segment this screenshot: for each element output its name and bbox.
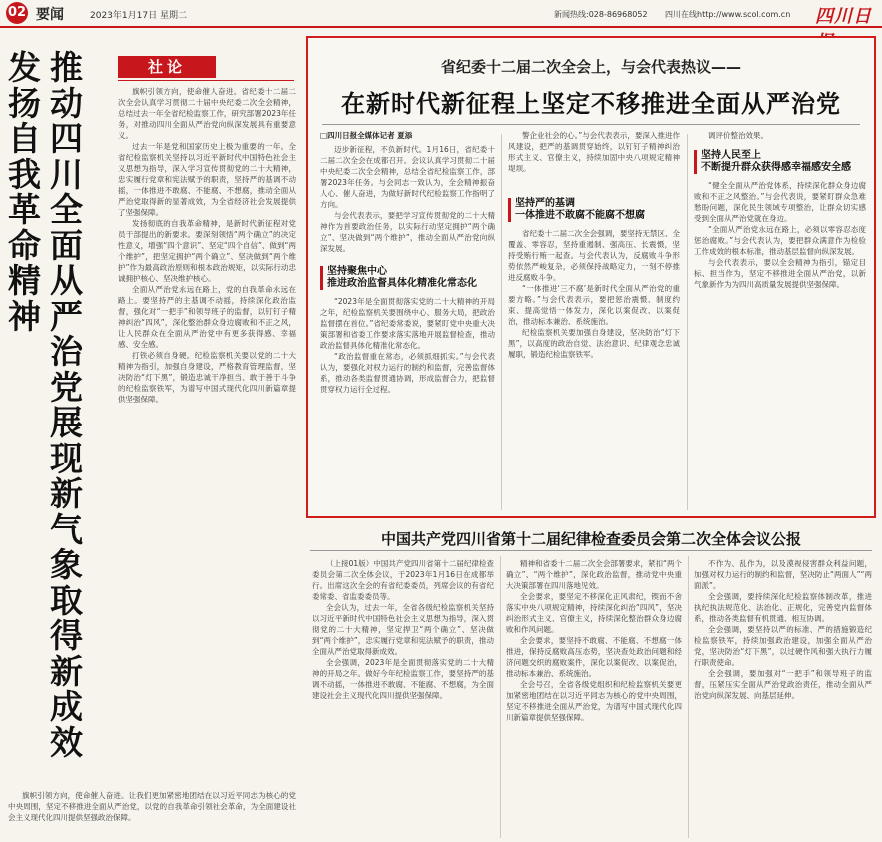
column-divider [688, 556, 689, 838]
featured-paragraph: 省纪委十二届二次全会强调，要坚持无禁区、全覆盖、零容忍，坚持重遏制、强高压、长震慑，坚持受贿行贿一起查。与会代表认为，反腐败斗争形势依然严峻复杂，必须保持战略定力，一刻不停推进反腐败斗争。 [508, 229, 680, 282]
column-divider [687, 134, 688, 510]
website-link[interactable]: 四川在线http://www.scol.com.cn [665, 10, 791, 19]
featured-paragraph: “政治监督重在常态，必须抓细抓实。”与会代表认为，要强化对权力运行的制约和监督，完善监督体系，推动各类监督贯通协调，形成监督合力，把监督贯穿权力运行全过程。 [320, 352, 495, 394]
column-divider [500, 556, 501, 838]
editorial-paragraph: 发扬彻底的自我革命精神，是新时代新征程对党员干部提出的新要求。要深刻领悟“两个确立”的决定性意义，增强“四个意识”、坚定“四个自信”、做到“两个维护”，把坚定拥护“两个确立”、坚决做到“两个维护”作为最高政治原则和根本政治规矩，以实际行动忠诚拥护核心、坚决维护核心。 [118, 219, 296, 283]
editorial-closing [8, 790, 296, 838]
communique-paragraph: 全会号召，全省各级党组织和纪检监察机关要更加紧密地团结在以习近平同志为核心的党中央周围，坚定不移推进全面从严治党，为谱写中国式现代化四川新篇章提供坚强保障。 [506, 680, 682, 722]
communique-col2 [506, 558, 682, 838]
featured-col2-intro [508, 130, 680, 192]
featured-col2-body [508, 228, 680, 508]
featured-paragraph: “健全全面从严治党体系，持续深化群众身边腐败和不正之风整治。”与会代表说，要紧盯群众急难愁盼问题，深化民生领域专项整治，让群众切实感受到全面从严治党就在身边。 [694, 181, 866, 223]
featured-col3-body [694, 180, 866, 508]
newspaper-logo: 四川日 [815, 6, 872, 27]
communique-paragraph: 全会要求，要坚持不敢腐、不能腐、不想腐一体推进，保持反腐败高压态势，坚决查处政治问题和经济问题交织的腐败案件，深化以案促改、以案促治，推动标本兼治、系统施治。 [506, 636, 682, 678]
featured-paragraph: 纪检监察机关要加强自身建设，坚决防治“灯下黑”，以高度的政治自觉、法治意识、纪律观念忠诚履职，锻造纪检监察铁军。 [508, 328, 680, 359]
communique-col3 [694, 558, 872, 838]
featured-col1-intro [320, 144, 495, 262]
page-header [0, 0, 882, 28]
editorial-headline-main: 推动四川全面从严治党展现新气象取得新成效 [50, 48, 83, 762]
editorial-paragraph: 全面从严治党永远在路上，党的自我革命永远在路上。要坚持严的主基调不动摇，持续深化政治监督，强化对“一把手”和领导班子的监督，以钉钉子精神纠治“四风”，深化整治群众身边腐败和不正之风，让人民群众在全面从严治党中有更多获得感、幸福感、安全感。 [118, 285, 296, 349]
editorial-headline-sub: 发扬自我革命精神 [8, 48, 41, 336]
featured-paragraph: 与会代表表示，要把学习宣传贯彻党的二十大精神作为首要政治任务，以实际行动坚定拥护“两个确立”、坚决做到“两个维护”，推动全面从严治党向纵深发展。 [320, 211, 495, 253]
editorial-paragraph: 打铁必须自身硬。纪检监察机关要以党的二十大精神为指引，加强自身建设，严格教育管理监督，坚决防治“灯下黑”，锻造忠诚干净担当、敢于善于斗争的纪检监察铁军，为谱写中国式现代化四川新篇章提供坚强保障。 [118, 351, 296, 404]
communique-paragraph: 全会强调，2023年是全面贯彻落实党的二十大精神的开局之年。做好今年纪检监察工作，要坚持严的基调不动摇，一体推进不敢腐、不能腐、不想腐，为全面建设社会主义现代化四川提供坚强保障。 [312, 658, 494, 700]
featured-subhead-2: 坚持严的基调 一体推进不敢腐不能腐不想腐 [508, 198, 683, 222]
featured-subhead-1: 坚持聚焦中心 推进政治监督具体化精准化常态化 [320, 266, 497, 290]
communique-paragraph: 精神和省委十二届二次全会部署要求，紧扣“两个确立”、“两个维护”，深化政治监督，推动党中央重大决策部署在四川落地见效。 [506, 559, 682, 590]
communique-paragraph: 全会强调，要持续深化纪检监察体制改革，推进执纪执法规范化、法治化、正规化，完善党内监督体系，推动各类监督有机贯通、相互协调。 [694, 592, 872, 623]
communique-paragraph: 不作为、乱作为，以及漠视侵害群众利益问题，加强对权力运行的制约和监督，坚决防止“两面人”“两面派”。 [694, 559, 872, 590]
featured-col3-intro [694, 130, 866, 146]
communique-paragraph: 全会强调，要加强对“一把手”和领导班子的监督，压紧压实全面从严治党政治责任，推动全面从严治党向纵深发展、向基层延伸。 [694, 669, 872, 700]
featured-paragraph: “全面从严治党永远在路上，必须以零容忍态度惩治腐败。”与会代表认为，要把群众满意作为检验工作成效的根本标准，推动基层监督向纵深发展。 [694, 225, 866, 256]
featured-paragraph: “2023年是全面贯彻落实党的二十大精神的开局之年，纪检监察机关要围绕中心、服务大局，把政治监督摆在首位。”省纪委常委说，要紧盯党中央重大决策部署和省委工作要求落实落地开展监督检查，推动政治监督具体化精准化常态化。 [320, 297, 495, 350]
featured-article [306, 36, 876, 518]
featured-kicker: 省纪委十二届二次全会上，与会代表热议—— [440, 58, 741, 76]
communique-paragraph: 全会强调，要坚持以严的标准、严的措施锻造纪检监察铁军，持续加强政治建设，加强全面从严治党，坚决防治“灯下黑”，以过硬作风和强大执行力履行职责使命。 [694, 625, 872, 667]
featured-title-rule [322, 124, 860, 125]
communique-title-rule [310, 550, 872, 551]
featured-subhead-3: 坚持人民至上 不断提升群众获得感幸福感安全感 [694, 150, 871, 174]
news-hotline: 新闻热线:028-86968052 [554, 10, 648, 19]
issue-date: 2023年1月17日 星期二 [90, 11, 187, 21]
featured-paragraph: 与会代表表示，要以全会精神为指引，锚定目标、担当作为，坚定不移推进全面从严治党，以新气象新作为为四川高质量发展提供坚强保障。 [694, 258, 866, 289]
column-divider [501, 134, 502, 510]
featured-paragraph: 警企业社会的心。”与会代表表示，要深入推进作风建设，把严的基调贯穿始终，以钉钉子精神纠治形式主义、官僚主义，持续加固中央八项规定精神堤坝。 [508, 131, 680, 173]
communique-paragraph: （上接01版）中国共产党四川省第十二届纪律检查委员会第二次全体会议，于2023年1月16日在成都举行。出席这次全会的有省纪委委员，列席会议的有省纪委常委、省监委委员等。 [312, 559, 494, 601]
editorial-paragraph: 旗帜引领方向，使命催人奋进。省纪委十二届二次全会认真学习贯彻二十届中央纪委二次全会精神，总结过去一年全省纪检监察工作，研究部署2023年任务，对推动四川全面从严治党向纵深发展具有重要意义。 [118, 87, 296, 140]
section-name: 要闻 [36, 7, 64, 23]
featured-paragraph: 迈步新征程，不负新时代。1月16日，省纪委十二届二次全会在成都召开。会议认真学习贯彻二十届中央纪委二次全会精神，总结全省纪检监察工作，部署2023年任务。与会同志一致认为，全会精神振奋人心、催人奋进，为做好新时代纪检监察工作指明了方向。 [320, 145, 495, 209]
communique-paragraph: 全会认为，过去一年，全省各级纪检监察机关坚持以习近平新时代中国特色社会主义思想为指导，深入贯彻党的二十大精神，坚定捍卫“两个确立”、坚决做到“两个维护”，忠实履行党章和宪法赋予的职责，推动全面从严治党取得新成效。 [312, 603, 494, 656]
communique-title: 中国共产党四川省第十二届纪律检查委员会第二次全体会议公报 [380, 530, 801, 548]
page-number: 02 [6, 2, 28, 24]
editorial-closing-paragraph: 旗帜引领方向，使命催人奋进。让我们更加紧密地团结在以习近平同志为核心的党中央周围，坚定不移推进全面从严治党，以党的自我革命引领社会革命，为全面建设社会主义现代化四川提供坚强政治保障。 [8, 791, 296, 822]
featured-paragraph: “一体推进‘三不腐’是新时代全面从严治党的重要方略。”与会代表表示，要把惩治震慑、制度约束、提高觉悟一体发力，深化以案促改、以案促治，推动标本兼治、系统施治。 [508, 284, 680, 326]
editorial-label-rule [118, 80, 294, 81]
featured-byline: □四川日报全媒体记者 夏添 [320, 131, 413, 140]
featured-col1-body [320, 296, 495, 508]
communique-col1 [312, 558, 494, 838]
editorial-label: 社论 [118, 56, 216, 78]
communique-paragraph: 全会要求，要坚定不移深化正风肃纪，锲而不舍落实中央八项规定精神，持续深化纠治“四风”，坚决纠治形式主义、官僚主义，持续深化整治群众身边腐败和作风问题。 [506, 592, 682, 634]
featured-title: 在新时代新征程上坚定不移推进全面从严治党 [341, 90, 841, 118]
editorial-paragraph: 过去一年是党和国家历史上极为重要的一年。全省纪检监察机关坚持以习近平新时代中国特色社会主义思想为指导，深入学习宣传贯彻党的二十大精神，忠实履行党章和宪法赋予的职责，坚持严的基调不动摇，一体推进不敢腐、不能腐、不想腐，推动全面从严治党取得新的显著成效，为全省经济社会发展提供了坚强保障。 [118, 142, 296, 217]
featured-paragraph: 调评价整治效果。 [708, 131, 768, 140]
editorial-body [118, 86, 296, 786]
